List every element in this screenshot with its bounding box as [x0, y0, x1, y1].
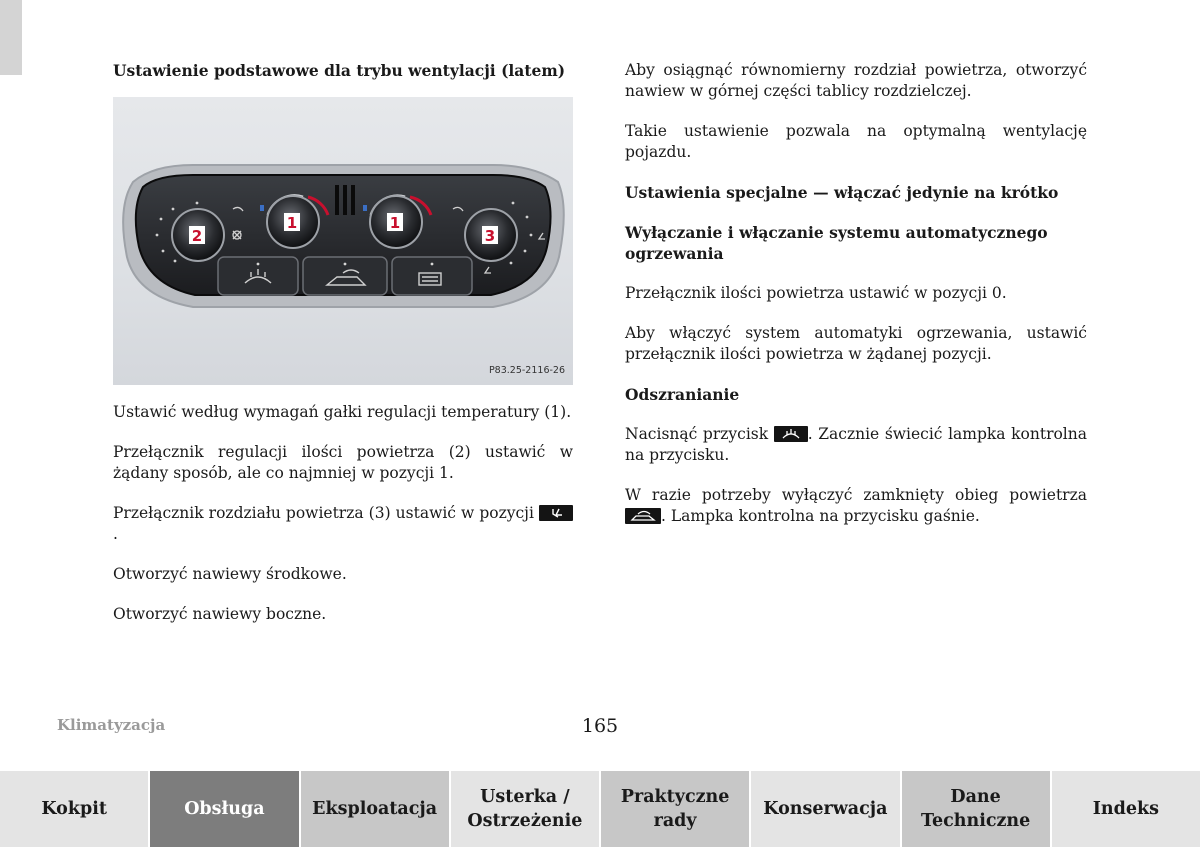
center-vent-grille — [335, 185, 355, 215]
paragraph-text: . — [113, 525, 118, 543]
paragraph-center-vents: Otworzyć nawiewy środkowe. — [113, 565, 347, 583]
left-column — [113, 60, 573, 644]
defrost-icon — [774, 426, 808, 442]
paragraph-temperature-knob: Ustawić według wymagań gałki regulacji temperatury (1). — [113, 403, 572, 421]
right-column — [625, 60, 1087, 546]
nav-tab-konserwacja[interactable]: Konserwacja — [751, 771, 901, 847]
nav-tab-obsluga[interactable]: Obsługa — [150, 771, 300, 847]
paragraph-air-distribution-switch — [113, 503, 573, 545]
page-corner-marker — [0, 0, 22, 75]
paragraph-text: Przełącznik rozdziału powietrza (3) ustawić w pozycji — [113, 504, 539, 522]
paragraph-text: W razie potrzeby wyłączyć zamknięty obieg powietrza — [625, 486, 1087, 504]
footer-section-title: Klimatyzacja — [57, 716, 166, 734]
knob-label-3: 3 — [484, 227, 496, 245]
paragraph-enable-automatic-heating: Aby włączyć system automatyki ogrzewania, ustawić przełącznik ilości powietrza w żądanej pozycji. — [625, 324, 1087, 363]
knob-label-2: 2 — [191, 227, 203, 245]
nav-tab-indeks[interactable]: Indeks — [1052, 771, 1200, 847]
paragraph-air-quantity-zero: Przełącznik ilości powietrza ustawić w pozycji 0. — [625, 284, 1007, 302]
footwell-vent-icon — [539, 505, 573, 521]
heading-special-settings: Ustawienia specjalne — włączać jedynie na krótko — [625, 183, 1059, 202]
knob-label-1-right: 1 — [389, 214, 401, 232]
knob-label-1-left: 1 — [286, 214, 298, 232]
paragraph-even-distribution: Aby osiągnąć równomierny rozdział powietrza, otworzyć nawiew w górnej części tablicy rozdzielczej. — [625, 61, 1087, 100]
paragraph-text: . Zacznie świecić lampka kontrolna na przycisku. — [625, 425, 1087, 464]
heading-defrosting: Odszranianie — [625, 385, 740, 404]
paragraph-side-vents: Otworzyć nawiewy boczne. — [113, 605, 327, 623]
nav-tab-kokpit[interactable]: Kokpit — [0, 771, 150, 847]
climate-control-panel-figure — [113, 97, 573, 385]
heading-automatic-heating: Wyłączanie i włączanie systemu automatycznego ogrzewania — [625, 223, 1048, 263]
nav-tab-usterka-ostrzezenie[interactable]: Usterka / Ostrzeżenie — [451, 771, 601, 847]
nav-tab-praktyczne-rady[interactable]: Praktyczne rady — [601, 771, 751, 847]
paragraph-text: Nacisnąć przycisk — [625, 425, 774, 443]
paragraph-air-quantity-switch: Przełącznik regulacji ilości powietrza (2) ustawić w żądany sposób, ale co najmniej w pozycji 1. — [113, 443, 573, 482]
paragraph-defrost-button — [625, 424, 1087, 466]
page-number: 165 — [581, 715, 619, 737]
air-recirculation-icon — [625, 508, 661, 524]
paragraph-recirculation — [625, 485, 1087, 527]
climate-control-panel-illustration — [113, 97, 573, 385]
paragraph-optimal-ventilation: Takie ustawienie pozwala na optymalną wentylację pojazdu. — [625, 122, 1087, 161]
section-heading-summer-ventilation: Ustawienie podstawowe dla trybu wentylacji (latem) — [113, 61, 566, 80]
figure-reference-code: P83.25-2116-26 — [488, 365, 565, 376]
paragraph-text: . Lampka kontrolna na przycisku gaśnie. — [661, 507, 980, 525]
chapter-navigation-bar — [0, 771, 1200, 847]
nav-tab-eksploatacja[interactable]: Eksploatacja — [301, 771, 451, 847]
nav-tab-dane-techniczne[interactable]: Dane Techniczne — [902, 771, 1052, 847]
